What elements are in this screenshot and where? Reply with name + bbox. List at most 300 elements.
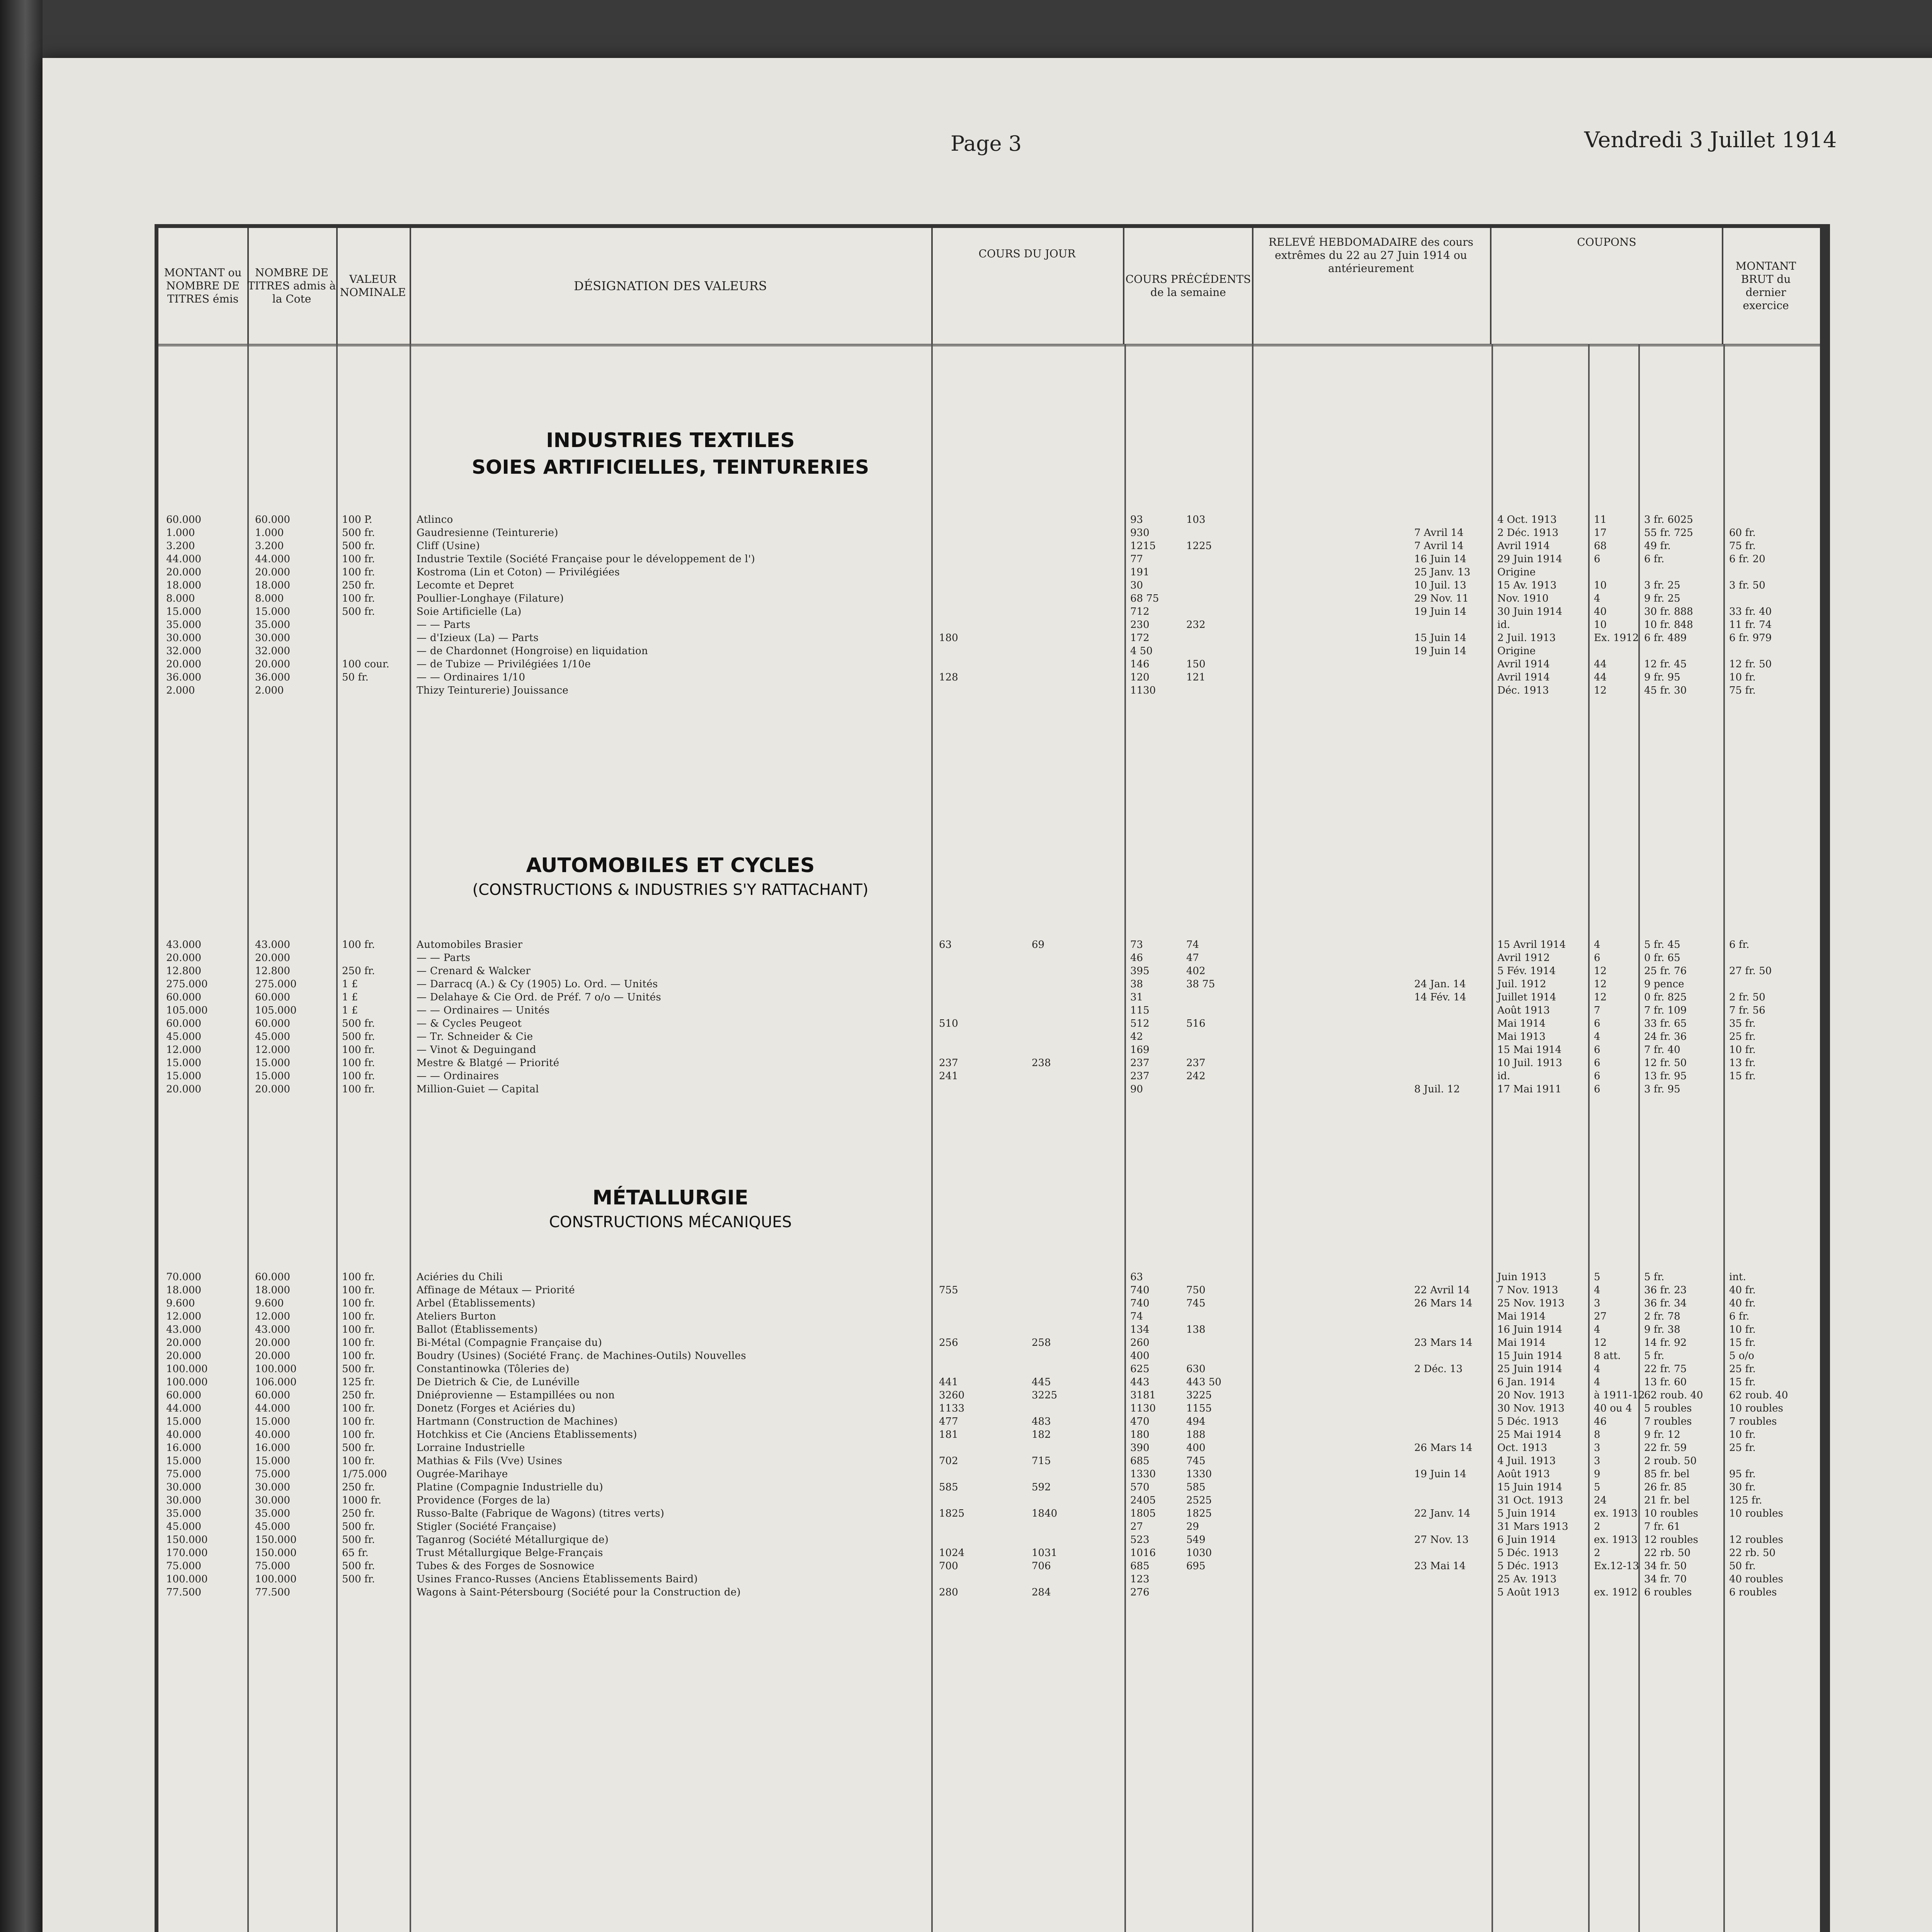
cell-b: 181 (939, 1429, 958, 1440)
cell-brut: 60 fr. (1729, 527, 1756, 539)
table-row (158, 645, 1808, 657)
cell-pb: 1130 (1130, 1403, 1156, 1414)
cell-net: 33 fr. 65 (1644, 1018, 1687, 1029)
col-header-releve: RELEVÉ HEBDOMADAIRE des cours extrêmes du 22 au 27 Juin 1914 ou antérieurement (1252, 228, 1492, 344)
page-number: Page 3 (951, 131, 1022, 156)
cell-net: 3 fr. 25 (1644, 580, 1680, 591)
cell-brut: 6 fr. (1729, 1311, 1750, 1322)
cell-no: 8 att. (1594, 1350, 1621, 1362)
cell-cd: Mai 1914 (1497, 1337, 1546, 1349)
col-header-montant-brut: MONTANT BRUT du dernier exercice (1735, 260, 1796, 312)
cell-b: 256 (939, 1337, 958, 1349)
cell-ph: 121 (1186, 672, 1206, 683)
table-row (158, 1363, 1808, 1375)
cell-cd: 30 Nov. 1913 (1497, 1403, 1565, 1414)
cell-rd: 8 Juil. 12 (1414, 1083, 1460, 1095)
cell-cd: 5 Août 1913 (1497, 1587, 1560, 1598)
table-row (158, 1350, 1808, 1362)
cell-ph: 745 (1186, 1455, 1206, 1467)
cell-net: 21 fr. bel (1644, 1495, 1690, 1506)
cell-no: Ex. 1912 (1594, 632, 1639, 644)
cell-net: 13 fr. 60 (1644, 1376, 1687, 1388)
cell-cd: 30 Juin 1914 (1497, 606, 1563, 617)
cell-name: Poullier-Longhaye (Filature) (417, 593, 564, 604)
cell-ph: 237 (1186, 1057, 1206, 1069)
cell-brut: 10 roubles (1729, 1508, 1783, 1519)
cell-no: 4 (1594, 593, 1600, 604)
cell-n: 75.000 (255, 1560, 290, 1572)
cell-v: 100 fr. (342, 593, 375, 604)
cell-net: 12 fr. 50 (1644, 1057, 1687, 1069)
cell-name: Donetz (Forges et Aciéries du) (417, 1403, 575, 1414)
cell-v: 100 fr. (342, 1044, 375, 1056)
table-row (158, 1429, 1808, 1440)
cell-pb: 180 (1130, 1429, 1150, 1440)
cell-n: 60.000 (255, 1389, 290, 1401)
cell-name: Cliff (Usine) (417, 540, 480, 552)
section-title: MÉTALLURGIE (592, 1186, 748, 1209)
cell-m: 12.800 (166, 965, 201, 977)
cell-cd: Juin 1913 (1497, 1271, 1546, 1283)
cell-no: 6 (1594, 1018, 1600, 1029)
cell-name: — de Tubize — Privilégiées 1/10e (417, 658, 591, 670)
cell-name: Constantinowka (Tôleries de) (417, 1363, 570, 1375)
cell-brut: 25 fr. (1729, 1031, 1756, 1043)
table-row (158, 1083, 1808, 1095)
table-row (158, 978, 1808, 990)
cell-no: 2 (1594, 1521, 1600, 1532)
cell-pb: 523 (1130, 1534, 1150, 1546)
cell-m: 16.000 (166, 1442, 201, 1454)
cell-brut: 6 fr. 979 (1729, 632, 1772, 644)
cell-brut: 62 roub. 40 (1729, 1389, 1788, 1401)
cell-name: — Vinot & Deguingand (417, 1044, 536, 1056)
cell-net: 36 fr. 23 (1644, 1284, 1687, 1296)
cell-no: 12 (1594, 685, 1607, 696)
cell-m: 60.000 (166, 992, 201, 1003)
cell-pb: 31 (1130, 992, 1143, 1003)
cell-m: 20.000 (166, 1337, 201, 1349)
cell-no: à 1911-12 (1594, 1389, 1645, 1401)
cell-h: 1031 (1032, 1547, 1058, 1559)
cell-net: 30 fr. 888 (1644, 606, 1693, 617)
header-divider (158, 344, 1820, 346)
cell-pb: 93 (1130, 514, 1143, 526)
cell-pb: 237 (1130, 1070, 1150, 1082)
cell-name: — — Ordinaires 1/10 (417, 672, 526, 683)
cell-n: 20.000 (255, 1083, 290, 1095)
cell-name: — Darracq (A.) & Cy (1905) Lo. Ord. — Unités (417, 978, 658, 990)
section-subtitle: (CONSTRUCTIONS & INDUSTRIES S'Y RATTACHANT) (472, 881, 869, 899)
cell-rd: 7 Avril 14 (1414, 527, 1464, 539)
cell-cd: 15 Juin 1914 (1497, 1481, 1563, 1493)
cell-ph: 516 (1186, 1018, 1206, 1029)
cell-name: — Delahaye & Cie Ord. de Préf. 7 o/o — Unités (417, 992, 661, 1003)
cell-rd: 22 Janv. 14 (1414, 1508, 1471, 1519)
cell-ph: 29 (1186, 1521, 1199, 1532)
table-row (158, 1057, 1808, 1069)
cell-name: Gaudresienne (Teinturerie) (417, 527, 558, 539)
cell-h: 3225 (1032, 1389, 1058, 1401)
cell-m: 32.000 (166, 645, 201, 657)
cell-no: 27 (1594, 1311, 1607, 1322)
cell-ph: 585 (1186, 1481, 1206, 1493)
cell-brut: 75 fr. (1729, 540, 1756, 552)
col-header-cours-jour: COURS DU JOUR (931, 228, 1124, 344)
cell-net: 0 fr. 65 (1644, 952, 1680, 964)
cell-net: 3 fr. 6025 (1644, 514, 1693, 526)
cell-pb: 68 75 (1130, 593, 1159, 604)
table-row (158, 1534, 1808, 1546)
cell-n: 60.000 (255, 992, 290, 1003)
cell-cd: 25 Juin 1914 (1497, 1363, 1563, 1375)
cell-name: Mestre & Blatgé — Priorité (417, 1057, 560, 1069)
cell-net: 62 roub. 40 (1644, 1389, 1703, 1401)
table-row (158, 593, 1808, 604)
cell-name: Platine (Compagnie Industrielle du) (417, 1481, 603, 1493)
cell-pb: 395 (1130, 965, 1150, 977)
col-header-cours-precedents: COURS PRÉCÉDENTS de la semaine (1124, 228, 1253, 344)
cell-v: 50 fr. (342, 672, 369, 683)
cell-net: 13 fr. 95 (1644, 1070, 1687, 1082)
cell-net: 36 fr. 34 (1644, 1298, 1687, 1309)
cell-pb: 712 (1130, 606, 1150, 617)
cell-cd: 5 Déc. 1913 (1497, 1416, 1559, 1427)
cell-ph: 630 (1186, 1363, 1206, 1375)
cell-m: 9.600 (166, 1298, 195, 1309)
cell-n: 100.000 (255, 1363, 297, 1375)
cell-no: 4 (1594, 1363, 1600, 1375)
cell-n: 30.000 (255, 632, 290, 644)
cell-v: 1/75.000 (342, 1468, 387, 1480)
cell-net: 7 roubles (1644, 1416, 1692, 1427)
cell-n: 18.000 (255, 1284, 290, 1296)
cell-pb: 740 (1130, 1298, 1150, 1309)
cell-v: 500 fr. (342, 1573, 375, 1585)
cell-n: 105.000 (255, 1005, 297, 1016)
cell-m: 100.000 (166, 1363, 208, 1375)
cell-no: 44 (1594, 658, 1607, 670)
cell-cd: Nov. 1910 (1497, 593, 1549, 604)
cell-pb: 74 (1130, 1311, 1143, 1322)
cell-pb: 191 (1130, 566, 1150, 578)
table-row (158, 527, 1808, 539)
cell-cd: 15 Mai 1914 (1497, 1044, 1562, 1056)
cell-brut: 33 fr. 40 (1729, 606, 1772, 617)
cell-n: 30.000 (255, 1495, 290, 1506)
cell-pb: 120 (1130, 672, 1150, 683)
cell-v: 1000 fr. (342, 1495, 381, 1506)
cell-ph: 47 (1186, 952, 1199, 964)
cell-cd: 2 Déc. 1913 (1497, 527, 1559, 539)
cell-h: 445 (1032, 1376, 1051, 1388)
cell-v: 1 £ (342, 1005, 358, 1016)
cell-v: 250 fr. (342, 1508, 375, 1519)
cell-ph: 402 (1186, 965, 1206, 977)
cell-no: 7 (1594, 1005, 1600, 1016)
cell-net: 3 fr. 95 (1644, 1083, 1680, 1095)
cell-net: 9 fr. 95 (1644, 672, 1680, 683)
cell-brut: 12 roubles (1729, 1534, 1783, 1546)
cell-n: 20.000 (255, 952, 290, 964)
cell-m: 150.000 (166, 1534, 208, 1546)
cell-pb: 27 (1130, 1521, 1143, 1532)
cell-cd: 10 Juil. 1913 (1497, 1057, 1562, 1069)
cell-name: Thizy Teinturerie) Jouissance (417, 685, 569, 696)
cell-pb: 390 (1130, 1442, 1150, 1454)
cell-no: 8 (1594, 1429, 1600, 1440)
cell-name: Ateliers Burton (417, 1311, 496, 1322)
cell-n: 44.000 (255, 553, 290, 565)
cell-name: Ballot (Établissements) (417, 1324, 538, 1335)
cell-v: 500 fr. (342, 527, 375, 539)
cell-n: 3.200 (255, 540, 284, 552)
cell-brut: 40 fr. (1729, 1284, 1756, 1296)
cell-m: 35.000 (166, 1508, 201, 1519)
cell-name: Automobiles Brasier (417, 939, 523, 951)
cell-pb: 685 (1130, 1560, 1150, 1572)
cell-b: 280 (939, 1587, 958, 1598)
cell-cd: Mai 1914 (1497, 1018, 1546, 1029)
table-row (158, 1031, 1808, 1043)
cell-ph: 103 (1186, 514, 1206, 526)
cell-n: 75.000 (255, 1468, 290, 1480)
cell-n: 12.000 (255, 1311, 290, 1322)
cell-net: 10 fr. 848 (1644, 619, 1693, 631)
cell-m: 44.000 (166, 1403, 201, 1414)
table-row (158, 1070, 1808, 1082)
cell-name: — — Ordinaires (417, 1070, 499, 1082)
cell-net: 12 roubles (1644, 1534, 1698, 1546)
cell-pb: 4 50 (1130, 645, 1153, 657)
cell-brut: 13 fr. (1729, 1057, 1756, 1069)
cell-ph: 1030 (1186, 1547, 1212, 1559)
cell-n: 32.000 (255, 645, 290, 657)
cell-v: 100 fr. (342, 553, 375, 565)
cell-n: 15.000 (255, 606, 290, 617)
cell-name: Ougrée-Marihaye (417, 1468, 508, 1480)
cell-cd: 16 Juin 1914 (1497, 1324, 1563, 1335)
cell-ph: 1825 (1186, 1508, 1212, 1519)
book-spine (0, 0, 43, 1932)
table-row (158, 1018, 1808, 1029)
cell-brut: 12 fr. 50 (1729, 658, 1772, 670)
cell-cd: 29 Juin 1914 (1497, 553, 1563, 565)
cell-brut: 25 fr. (1729, 1363, 1756, 1375)
cell-m: 35.000 (166, 619, 201, 631)
cell-name: Kostroma (Lin et Coton) — Privilégiées (417, 566, 620, 578)
cell-no: 12 (1594, 965, 1607, 977)
cell-b: 755 (939, 1284, 958, 1296)
cell-pb: 443 (1130, 1376, 1150, 1388)
cell-n: 15.000 (255, 1416, 290, 1427)
cell-name: — Crenard & Walcker (417, 965, 531, 977)
cell-ph: 188 (1186, 1429, 1206, 1440)
cell-brut: 35 fr. (1729, 1018, 1756, 1029)
cell-no: 3 (1594, 1455, 1600, 1467)
cell-net: 9 fr. 12 (1644, 1429, 1680, 1440)
cell-n: 45.000 (255, 1031, 290, 1043)
cell-m: 2.000 (166, 685, 195, 696)
cell-n: 15.000 (255, 1070, 290, 1082)
cell-rd: 7 Avril 14 (1414, 540, 1464, 552)
cell-h: 706 (1032, 1560, 1051, 1572)
cell-n: 12.000 (255, 1044, 290, 1056)
cell-h: 715 (1032, 1455, 1051, 1467)
cell-m: 275.000 (166, 978, 208, 990)
cell-no: 44 (1594, 672, 1607, 683)
cell-m: 43.000 (166, 1324, 201, 1335)
cell-pb: 2405 (1130, 1495, 1156, 1506)
cell-brut: 75 fr. (1729, 685, 1756, 696)
cell-no: 12 (1594, 992, 1607, 1003)
cell-net: 26 fr. 85 (1644, 1481, 1687, 1493)
cell-brut: 7 fr. 56 (1729, 1005, 1765, 1016)
cell-m: 18.000 (166, 1284, 201, 1296)
cell-cd: 25 Av. 1913 (1497, 1573, 1557, 1585)
cell-v: 500 fr. (342, 1534, 375, 1546)
cell-brut: 125 fr. (1729, 1495, 1762, 1506)
cell-brut: 10 fr. (1729, 672, 1756, 683)
cell-no: 3 (1594, 1442, 1600, 1454)
cell-net: 0 fr. 825 (1644, 992, 1687, 1003)
cell-m: 60.000 (166, 1018, 201, 1029)
cell-rd: 10 Juil. 13 (1414, 580, 1466, 591)
cell-h: 1840 (1032, 1508, 1058, 1519)
cell-h: 69 (1032, 939, 1045, 951)
cell-rd: 16 Juin 14 (1414, 553, 1466, 565)
cell-cd: Août 1913 (1497, 1468, 1550, 1480)
cell-b: 585 (939, 1481, 958, 1493)
cell-b: 237 (939, 1057, 958, 1069)
cell-no: 11 (1594, 514, 1607, 526)
cell-pb: 260 (1130, 1337, 1150, 1349)
cell-m: 18.000 (166, 580, 201, 591)
cell-n: 60.000 (255, 514, 290, 526)
cell-brut: 22 rb. 50 (1729, 1547, 1776, 1559)
cell-rd: 2 Déc. 13 (1414, 1363, 1463, 1375)
cell-pb: 1130 (1130, 685, 1156, 696)
cell-m: 20.000 (166, 658, 201, 670)
cell-brut: 6 roubles (1729, 1587, 1777, 1598)
cell-rd: 15 Juin 14 (1414, 632, 1466, 644)
cell-cd: 6 Jan. 1914 (1497, 1376, 1556, 1388)
cell-name: Aciéries du Chili (417, 1271, 503, 1283)
cell-name: Russo-Balte (Fabrique de Wagons) (titres verts) (417, 1508, 665, 1519)
cell-rd: 23 Mai 14 (1414, 1560, 1466, 1572)
cell-no: 4 (1594, 939, 1600, 951)
cell-n: 106.000 (255, 1376, 297, 1388)
cell-cd: Juillet 1914 (1497, 992, 1556, 1003)
cell-n: 16.000 (255, 1442, 290, 1454)
cell-m: 15.000 (166, 1455, 201, 1467)
cell-brut: 50 fr. (1729, 1560, 1756, 1572)
cell-net: 9 fr. 38 (1644, 1324, 1680, 1335)
cell-n: 60.000 (255, 1271, 290, 1283)
cell-m: 44.000 (166, 553, 201, 565)
cell-cd: Déc. 1913 (1497, 685, 1549, 696)
cell-n: 43.000 (255, 939, 290, 951)
cell-cd: 31 Oct. 1913 (1497, 1495, 1563, 1506)
cell-m: 36.000 (166, 672, 201, 683)
cell-no: 10 (1594, 619, 1607, 631)
cell-pb: 42 (1130, 1031, 1143, 1043)
cell-brut: 3 fr. 50 (1729, 580, 1765, 591)
table-row (158, 1271, 1808, 1283)
cell-name: Providence (Forges de la) (417, 1495, 550, 1506)
cell-v: 100 fr. (342, 1271, 375, 1283)
cell-name: Taganrog (Société Métallurgique de) (417, 1534, 609, 1546)
cell-cd: 7 Nov. 1913 (1497, 1284, 1558, 1296)
cell-h: 238 (1032, 1057, 1051, 1069)
cell-n: 12.800 (255, 965, 290, 977)
cell-v: 100 fr. (342, 1298, 375, 1309)
cell-name: Stigler (Société Française) (417, 1521, 556, 1532)
cell-pb: 1016 (1130, 1547, 1156, 1559)
cell-b: 477 (939, 1416, 958, 1427)
cell-v: 65 fr. (342, 1547, 369, 1559)
cell-cd: 15 Avril 1914 (1497, 939, 1566, 951)
cell-pb: 46 (1130, 952, 1143, 964)
cell-pb: 38 (1130, 978, 1143, 990)
cell-m: 30.000 (166, 1481, 201, 1493)
cell-cd: 20 Nov. 1913 (1497, 1389, 1565, 1401)
cell-no: 6 (1594, 1044, 1600, 1056)
cell-net: 10 roubles (1644, 1508, 1698, 1519)
cell-name: Arbel (Établissements) (417, 1298, 536, 1309)
cell-net: 12 fr. 45 (1644, 658, 1687, 670)
section-subtitle: CONSTRUCTIONS MÉCANIQUES (549, 1213, 792, 1231)
cell-h: 592 (1032, 1481, 1051, 1493)
cell-v: 500 fr. (342, 1363, 375, 1375)
cell-n: 2.000 (255, 685, 284, 696)
cell-pb: 123 (1130, 1573, 1150, 1585)
cell-name: Trust Métallurgique Belge-Français (417, 1547, 603, 1559)
cell-name: Million-Guiet — Capital (417, 1083, 539, 1095)
table-row (158, 514, 1808, 526)
cell-m: 45.000 (166, 1031, 201, 1043)
cell-no: 68 (1594, 540, 1607, 552)
cell-b: 241 (939, 1070, 958, 1082)
cell-no: ex. 1912 (1594, 1587, 1638, 1598)
table-row (158, 1298, 1808, 1309)
table-row (158, 1560, 1808, 1572)
cell-pb: 1330 (1130, 1468, 1156, 1480)
table-row (158, 1547, 1808, 1559)
cell-ph: 1155 (1186, 1403, 1212, 1414)
cell-m: 8.000 (166, 593, 195, 604)
table-row (158, 540, 1808, 552)
cell-no: 12 (1594, 978, 1607, 990)
cell-h: 483 (1032, 1416, 1051, 1427)
table-row (158, 992, 1808, 1003)
cell-v: 250 fr. (342, 580, 375, 591)
cell-name: Hartmann (Construction de Machines) (417, 1416, 618, 1427)
cell-v: 100 fr. (342, 1324, 375, 1335)
table-row (158, 672, 1808, 683)
table-row (158, 939, 1808, 951)
col-header-nombre: NOMBRE DE TITRES admis à la Cote (247, 228, 338, 344)
cell-name: — — Ordinaires — Unités (417, 1005, 550, 1016)
cell-m: 15.000 (166, 1416, 201, 1427)
cell-net: 9 pence (1644, 978, 1684, 990)
cell-net: 6 fr. 489 (1644, 632, 1687, 644)
table-row (158, 1521, 1808, 1532)
cell-name: — d'Izieux (La) — Parts (417, 632, 539, 644)
table-row (158, 566, 1808, 578)
cell-m: 3.200 (166, 540, 195, 552)
table-row (158, 1376, 1808, 1388)
